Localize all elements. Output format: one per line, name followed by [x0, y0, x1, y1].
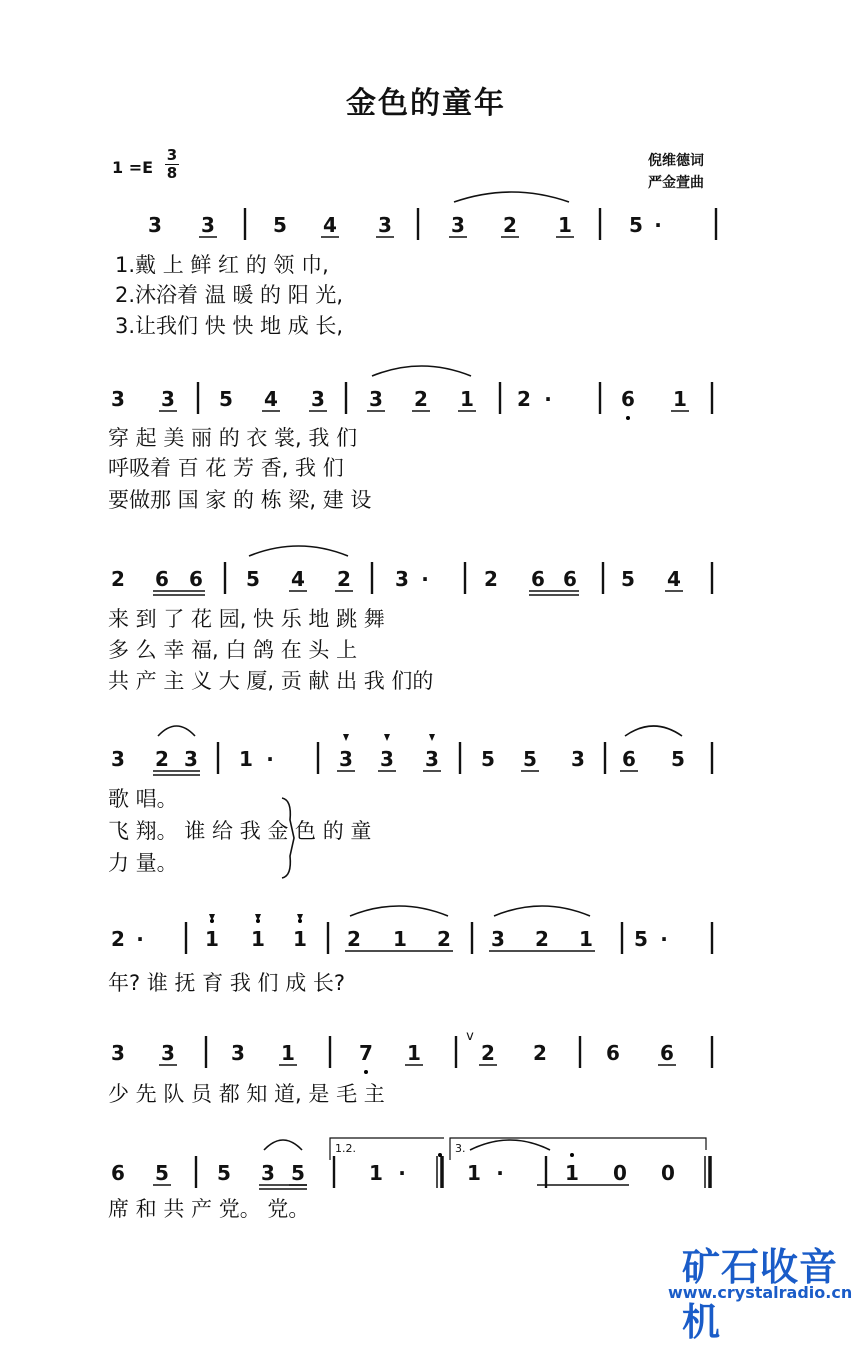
slur [494, 906, 590, 916]
accent-mark [429, 734, 435, 741]
lyric-line: 歌 唱。 [108, 787, 178, 811]
accent-mark [255, 914, 261, 921]
dot-note: · [136, 927, 144, 951]
slur [350, 906, 448, 916]
dot-note: · [654, 213, 662, 237]
note: 6 [189, 567, 203, 591]
note: 6 [111, 1161, 125, 1185]
composer-credit: 严金萱曲 [648, 175, 704, 191]
note: 6 [622, 747, 636, 771]
note: 3 [451, 213, 465, 237]
note: 3 [161, 387, 175, 411]
note: 5 [273, 213, 287, 237]
note: 3 [395, 567, 409, 591]
note: 1 [293, 927, 307, 951]
note: 1 [579, 927, 593, 951]
watermark-logo: 矿石收音机 [682, 1245, 839, 1344]
note: 6 [606, 1041, 620, 1065]
note: 5 [219, 387, 233, 411]
volta-bracket [450, 1138, 706, 1160]
note: 1 [558, 213, 572, 237]
note: 3 [571, 747, 585, 771]
accent-mark [384, 734, 390, 741]
lyric-line: 席 和 共 产 党。 党。 [108, 1197, 310, 1221]
note: 4 [667, 567, 681, 591]
note: 2 [111, 567, 125, 591]
dot-note: · [660, 927, 668, 951]
lyric-line: 少 先 队 员 都 知 道, 是 毛 主 [108, 1082, 385, 1106]
note: 3 [111, 1041, 125, 1065]
note: 5 [217, 1161, 231, 1185]
lyric-line: 穿 起 美 丽 的 衣 裳, 我 们 [108, 426, 358, 450]
note: 1 [393, 927, 407, 951]
note: 5 [291, 1161, 305, 1185]
lyric-line: 呼吸着 百 花 芳 香, 我 们 [108, 456, 344, 480]
lyric-line: 要做那 国 家 的 栋 梁, 建 设 [108, 488, 372, 512]
slur [158, 726, 195, 736]
note: 0 [613, 1161, 627, 1185]
note: 1 [673, 387, 687, 411]
note: 5 [671, 747, 685, 771]
note: 3 [380, 747, 394, 771]
time-numerator: 3 [166, 146, 178, 164]
dot-note: · [398, 1161, 406, 1185]
slur [454, 192, 569, 202]
note: 2 [481, 1041, 495, 1065]
low-octave-dot [364, 1070, 368, 1074]
note: 3 [378, 213, 392, 237]
note: 2 [517, 387, 531, 411]
note: 1 [467, 1161, 481, 1185]
note: 3 [491, 927, 505, 951]
high-octave-dot [570, 1153, 574, 1157]
slur [249, 546, 348, 556]
note: 2 [155, 747, 169, 771]
accent-mark [297, 914, 303, 921]
note: 2 [484, 567, 498, 591]
note: 2 [111, 927, 125, 951]
note: 6 [660, 1041, 674, 1065]
dot-note: · [544, 387, 552, 411]
lyric-line: 飞 翔。 谁 给 我 金 色 的 童 [108, 819, 372, 843]
note: 3 [201, 213, 215, 237]
note: 3 [339, 747, 353, 771]
note: 2 [437, 927, 451, 951]
note: 3 [148, 213, 162, 237]
high-octave-dot [438, 1153, 442, 1157]
lyric-line: 2.沐浴着 温 暖 的 阳 光, [115, 283, 344, 307]
lyric-line: 3.让我们 快 快 地 成 长, [115, 314, 344, 338]
note: 6 [531, 567, 545, 591]
lyric-line: 共 产 主 义 大 厦, 贡 献 出 我 们的 [108, 669, 434, 693]
note: 2 [503, 213, 517, 237]
note: 2 [414, 387, 428, 411]
accent-mark [209, 914, 215, 921]
note: 4 [323, 213, 337, 237]
note: 2 [337, 567, 351, 591]
dot-note: · [496, 1161, 504, 1185]
note: 1 [407, 1041, 421, 1065]
note: 1 [460, 387, 474, 411]
slur [264, 1140, 302, 1150]
note: 4 [264, 387, 278, 411]
breath-mark: v [466, 1029, 474, 1044]
song-title: 金色的童年 [346, 86, 506, 121]
note: 3 [369, 387, 383, 411]
lyric-line: 1.戴 上 鲜 红 的 领 巾, [115, 253, 329, 277]
note: 3 [111, 387, 125, 411]
note: 5 [246, 567, 260, 591]
note: 0 [661, 1161, 675, 1185]
note: 5 [481, 747, 495, 771]
note: 3 [261, 1161, 275, 1185]
note: 5 [523, 747, 537, 771]
note: 1 [369, 1161, 383, 1185]
dot-note: · [421, 567, 429, 591]
slur [470, 1140, 550, 1150]
note: 1 [205, 927, 219, 951]
time-denominator: 8 [166, 164, 178, 182]
lyric-line: 来 到 了 花 园, 快 乐 地 跳 舞 [108, 607, 385, 631]
slur [625, 726, 682, 736]
note: 3 [111, 747, 125, 771]
dot-note: · [266, 747, 274, 771]
note: 5 [621, 567, 635, 591]
note: 3 [425, 747, 439, 771]
low-octave-dot [626, 416, 630, 420]
note: 7 [359, 1041, 373, 1065]
accent-mark [343, 734, 349, 741]
note: 1 [251, 927, 265, 951]
note: 2 [533, 1041, 547, 1065]
lyricist-credit: 倪维德词 [648, 153, 704, 169]
note: 3 [231, 1041, 245, 1065]
note: 3 [184, 747, 198, 771]
note: 5 [629, 213, 643, 237]
note: 4 [291, 567, 305, 591]
lyric-line: 年? 谁 抚 育 我 们 成 长? [108, 971, 346, 995]
watermark-url: www.crystalradio.cn [668, 1283, 852, 1302]
note: 6 [563, 567, 577, 591]
volta-label: 3. [455, 1142, 466, 1155]
note: 5 [155, 1161, 169, 1185]
note: 1 [281, 1041, 295, 1065]
note: 2 [347, 927, 361, 951]
note: 1 [565, 1161, 579, 1185]
lyric-line: 多 么 幸 福, 白 鸽 在 头 上 [108, 638, 358, 662]
volta-label: 1.2. [335, 1142, 356, 1155]
slur [372, 366, 471, 376]
lyric-line: 力 量。 [108, 851, 178, 875]
key-signature: 1 =E [112, 158, 154, 177]
note: 5 [634, 927, 648, 951]
note: 3 [161, 1041, 175, 1065]
note: 6 [621, 387, 635, 411]
note: 1 [239, 747, 253, 771]
note: 6 [155, 567, 169, 591]
note: 3 [311, 387, 325, 411]
note: 2 [535, 927, 549, 951]
